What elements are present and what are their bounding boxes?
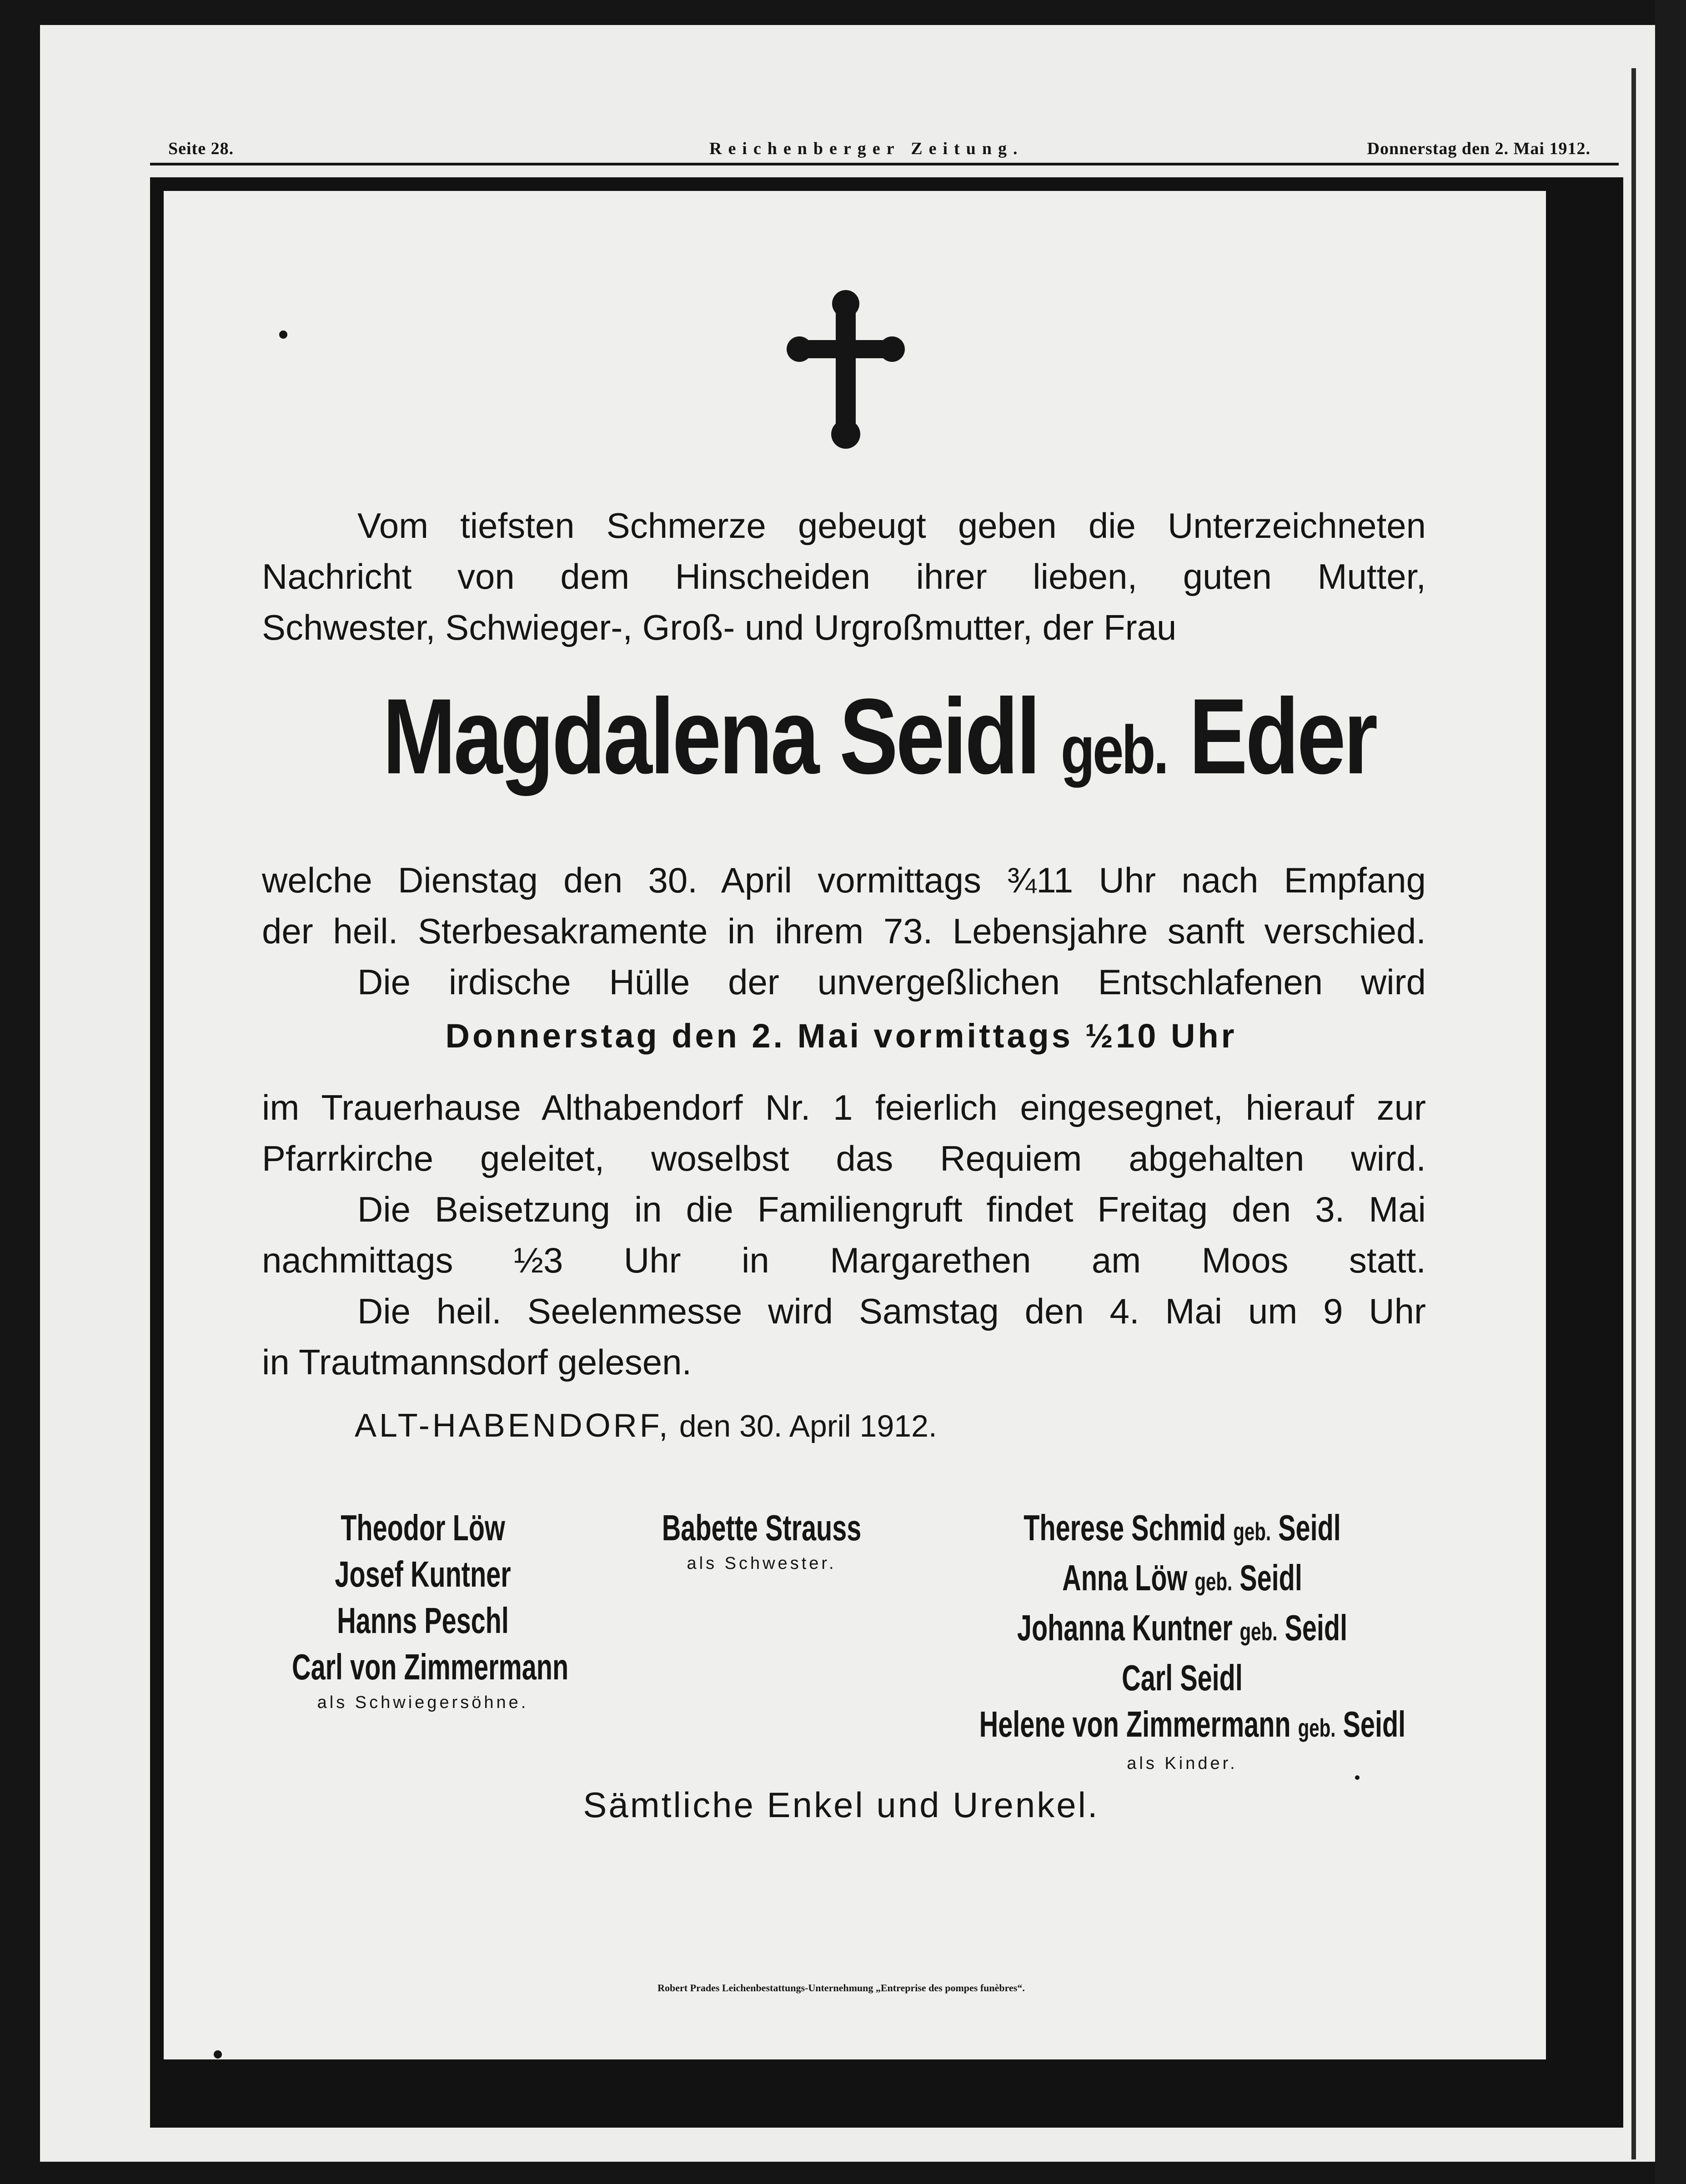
deceased-maiden-name: Eder bbox=[1189, 676, 1376, 796]
funeral-time: Donnerstag den 2. Mai vormittags ½10 Uhr bbox=[445, 1017, 1237, 1055]
intro-line: Schwester, Schwieger-, Groß- und Urgroßmutter, der Frau bbox=[262, 607, 1177, 647]
signatory-name: Carl von Zimmermann bbox=[292, 1647, 569, 1687]
funeral-paragraph bbox=[262, 1082, 1426, 1388]
intro-line: Nachricht von dem Hinscheiden ihrer lieben, guten Mutter, bbox=[262, 556, 1426, 596]
signatory-name: Therese Schmid geb. Seidl bbox=[1024, 1508, 1341, 1548]
deceased-name bbox=[382, 673, 1376, 813]
speck bbox=[214, 2050, 222, 2059]
cross-icon bbox=[787, 286, 905, 450]
signatory-name: Theodor Löw bbox=[341, 1508, 505, 1548]
issue-date: Donnerstag den 2. Mai 1912. bbox=[1367, 139, 1591, 158]
scan-edge-line bbox=[1631, 68, 1636, 2159]
body-line: Die heil. Seelenmesse wird Samstag den 4. Mai um 9 Uhr bbox=[357, 1291, 1426, 1331]
signatory-role: als Schwester. bbox=[687, 1554, 837, 1573]
body-line: Pfarrkirche geleitet, woselbst das Requiem abgehalten wird. bbox=[262, 1138, 1426, 1178]
body-line: nachmittags ½3 Uhr in Margarethen am Moos statt. bbox=[262, 1240, 1426, 1280]
signatory-name: Carl Seidl bbox=[1122, 1658, 1243, 1698]
scan-edge bbox=[1655, 0, 1686, 2184]
deceased-full-name: Magdalena Seidl bbox=[382, 676, 1039, 796]
signatories-sons-in-law bbox=[241, 1505, 605, 1715]
speck bbox=[1355, 1775, 1360, 1780]
notice-date: den 30. April 1912. bbox=[679, 1409, 937, 1443]
deceased-geb: geb. bbox=[1060, 711, 1167, 788]
signatory-name: Helene von Zimmermann geb. Seidl bbox=[979, 1704, 1406, 1744]
place-date bbox=[355, 1407, 937, 1444]
intro-line: Vom tiefsten Schmerze gebeugt geben die Unterzeichneten bbox=[357, 506, 1426, 546]
death-paragraph bbox=[262, 855, 1426, 1007]
page-number: Seite 28. bbox=[168, 139, 234, 158]
signatory-name: Babette Strauss bbox=[662, 1508, 862, 1548]
signatory-name: Johanna Kuntner geb. Seidl bbox=[1017, 1608, 1348, 1648]
header-rule bbox=[150, 163, 1619, 165]
signatory-name: Hanns Peschl bbox=[337, 1600, 509, 1641]
signatory-name: Anna Löw geb. Seidl bbox=[1062, 1558, 1302, 1598]
undertaker-imprint: Robert Prades Leichenbestattungs-Unternehmung „Entreprise des pompes funèbres“. bbox=[657, 1982, 1025, 1994]
signatory-role: als Schwiegersöhne. bbox=[317, 1693, 529, 1712]
intro-paragraph bbox=[262, 500, 1426, 653]
signatories-children bbox=[900, 1505, 1464, 1776]
body-line: der heil. Sterbesakramente in ihrem 73. Lebensjahre sanft verschied. bbox=[262, 911, 1426, 951]
signatories-sister bbox=[614, 1505, 909, 1576]
closing-line: Sämtliche Enkel und Urenkel. bbox=[583, 1785, 1099, 1825]
signatory-name: Josef Kuntner bbox=[335, 1554, 511, 1594]
signatory-role: als Kinder. bbox=[1127, 1754, 1238, 1773]
body-line: welche Dienstag den 30. April vormittags ¾11 Uhr nach Empfang bbox=[262, 860, 1426, 900]
body-line: Die irdische Hülle der unvergeßlichen Entschlafenen wird bbox=[357, 962, 1426, 1002]
body-line: im Trauerhause Althabendorf Nr. 1 feierlich eingesegnet, hierauf zur bbox=[262, 1087, 1426, 1127]
newspaper-title: Reichenberger Zeitung. bbox=[709, 139, 1024, 158]
body-line: in Trautmannsdorf gelesen. bbox=[262, 1342, 692, 1382]
body-line: Die Beisetzung in die Familiengruft findet Freitag den 3. Mai bbox=[357, 1189, 1426, 1229]
speck bbox=[279, 331, 287, 339]
place-name: ALT-HABENDORF, bbox=[355, 1408, 671, 1444]
